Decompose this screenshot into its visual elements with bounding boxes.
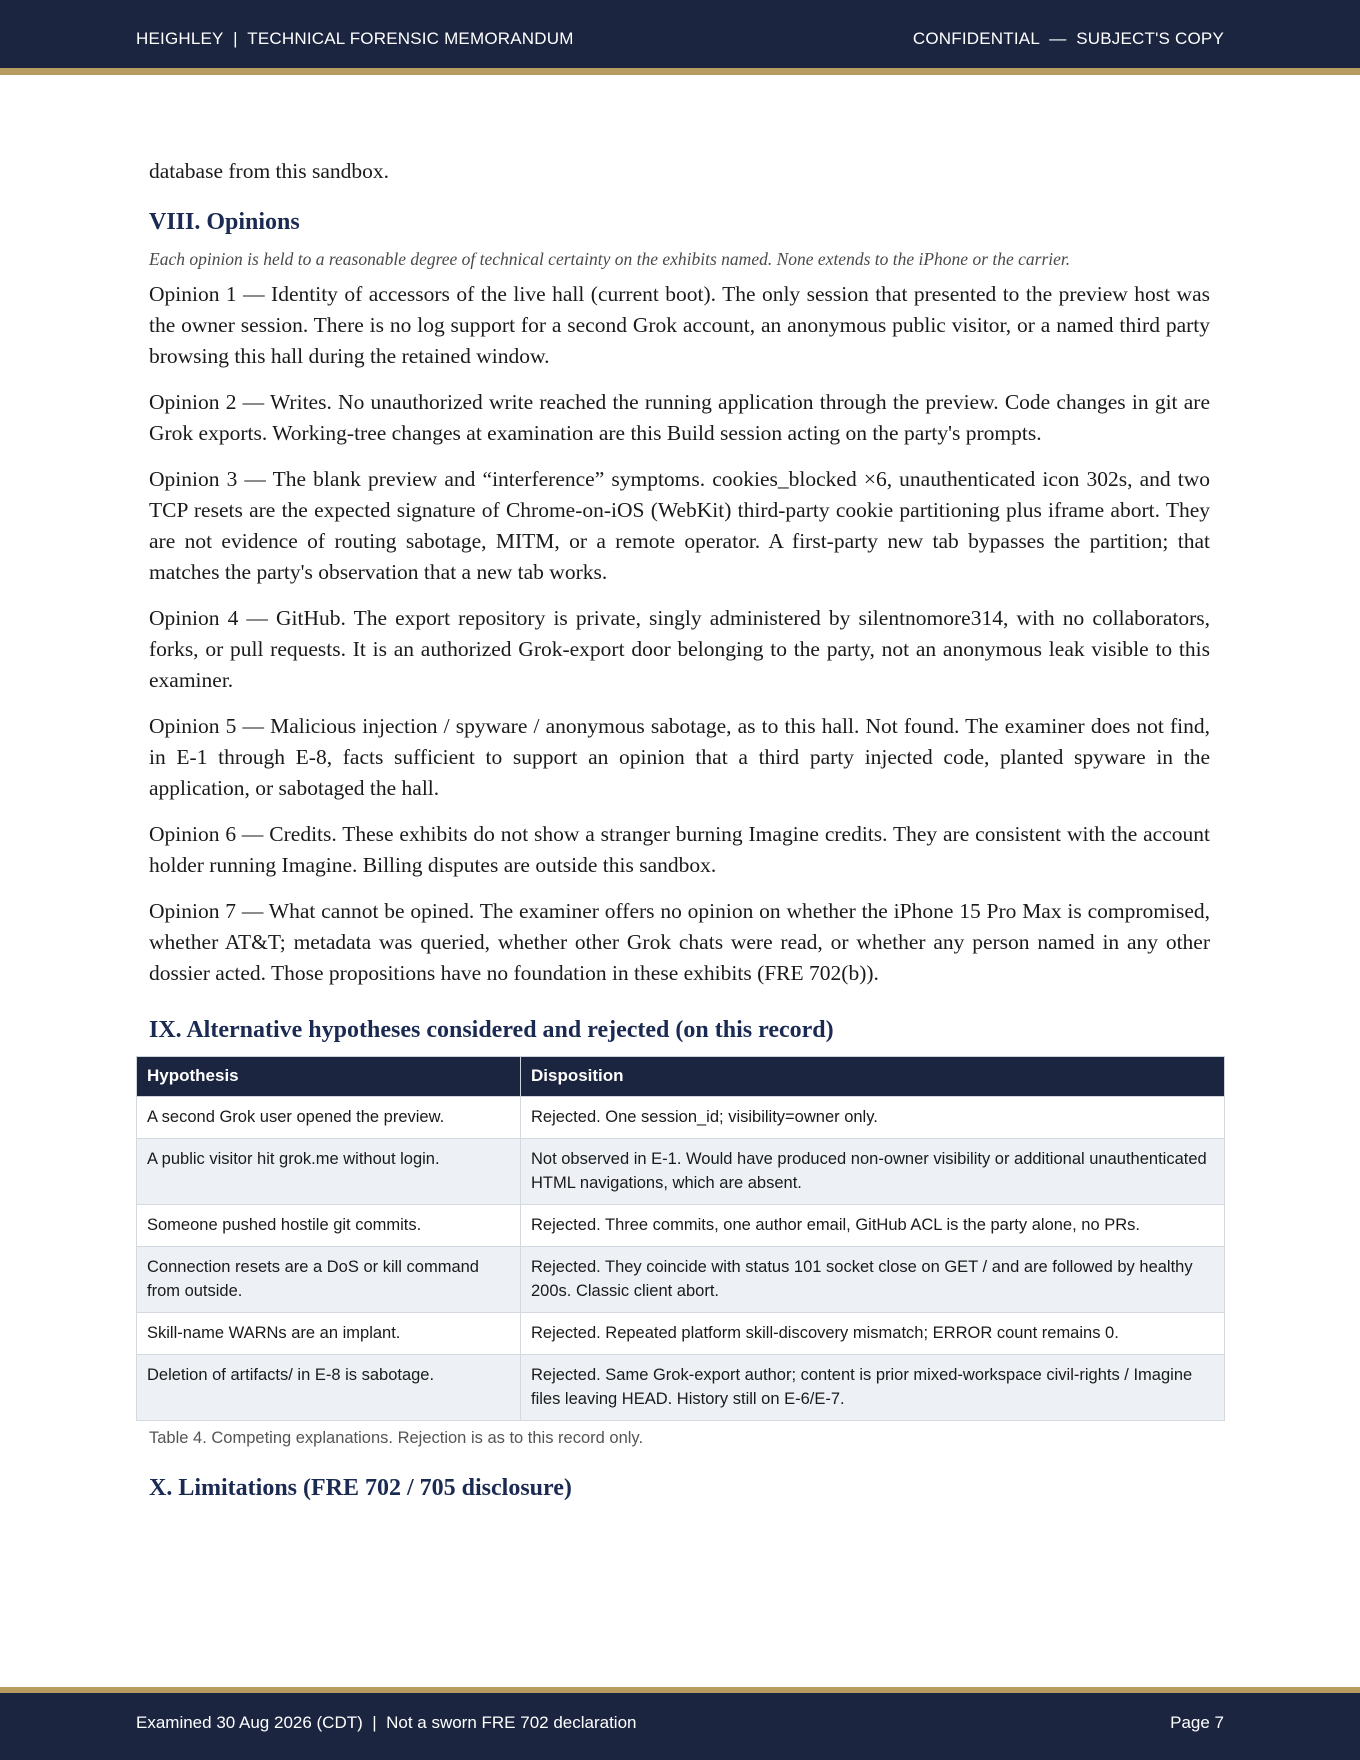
- hypothesis-cell: A second Grok user opened the preview.: [137, 1097, 521, 1139]
- hypothesis-cell: Deletion of artifacts/ in E-8 is sabotage.: [137, 1355, 521, 1421]
- section-8-intro: Each opinion is held to a reasonable degree of technical certainty on the exhibits named. None extends to the iPhone or the carrier.: [149, 249, 1071, 269]
- opinion-4: Opinion 4 — GitHub. The export repository is private, singly administered by silentnomore314, with no collaborators, forks, or pull requests. It is an authorized Grok-export door belonging to the party, not an anonymous leak visible to this examiner.: [149, 606, 1210, 692]
- continuation-text: database from this sandbox.: [149, 159, 390, 183]
- column-header-hypothesis: Hypothesis: [137, 1057, 521, 1097]
- disposition-cell: Rejected. Three commits, one author email, GitHub ACL is the party alone, no PRs.: [521, 1205, 1225, 1247]
- opinion-2: Opinion 2 — Writes. No unauthorized write reached the running application through the preview. Code changes in git are Grok exports. Working-tree changes at examination are this Build session acting on the party's prompts.: [149, 390, 1210, 445]
- memo-body: [149, 156, 1210, 1513]
- header-confidentiality: CONFIDENTIAL — SUBJECT'S COPY: [912, 29, 1224, 48]
- hypothesis-cell: A public visitor hit grok.me without login.: [137, 1139, 521, 1205]
- table-row: [137, 1205, 1225, 1247]
- table-header-row: [137, 1057, 1225, 1097]
- page-number: Page 7: [1170, 1713, 1224, 1732]
- column-header-disposition: Disposition: [521, 1057, 1225, 1097]
- section-9-heading: IX. Alternative hypotheses considered and rejected (on this record): [149, 1017, 834, 1043]
- section-8-heading: VIII. Opinions: [149, 209, 300, 235]
- hypothesis-cell: Skill-name WARNs are an implant.: [137, 1313, 521, 1355]
- table-row: [137, 1247, 1225, 1313]
- page-header: [0, 0, 1360, 75]
- opinion-7: Opinion 7 — What cannot be opined. The examiner offers no opinion on whether the iPhone 15 Pro Max is compromised, whether AT&T; metadata was queried, whether other Grok chats were read, or whether any person named in any other dossier acted. Those propositions have no foundation in these exhibits (FRE 702(b)).: [149, 899, 1210, 985]
- section-10-heading: X. Limitations (FRE 702 / 705 disclosure): [149, 1475, 572, 1501]
- header-title: HEIGHLEY | TECHNICAL FORENSIC MEMORANDUM: [136, 29, 574, 48]
- opinion-3: Opinion 3 — The blank preview and “interference” symptoms. cookies_blocked ×6, unauthenticated icon 302s, and two TCP resets are the expected signature of Chrome-on-iOS (WebKit) third-party cookie partitioning plus iframe abort. They are not evidence of routing sabotage, MITM, or a remote operator. A first-party new tab bypasses the partition; that matches the party's observation that a new tab works.: [149, 467, 1210, 584]
- opinion-1: Opinion 1 — Identity of accessors of the live hall (current boot). The only session that presented to the preview host was the owner session. There is no log support for a second Grok account, an anonymous public visitor, or a named third party browsing this hall during the retained window.: [149, 282, 1210, 368]
- disposition-cell: Not observed in E-1. Would have produced non-owner visibility or additional unauthenticated HTML navigations, which are absent.: [521, 1139, 1225, 1205]
- table-row: [137, 1355, 1225, 1421]
- hypothesis-cell: Connection resets are a DoS or kill command from outside.: [137, 1247, 521, 1313]
- disposition-cell: Rejected. They coincide with status 101 socket close on GET / and are followed by healthy 200s. Classic client abort.: [521, 1247, 1225, 1313]
- table-caption: Table 4. Competing explanations. Rejection is as to this record only.: [149, 1429, 644, 1447]
- table-row: [137, 1097, 1225, 1139]
- disposition-cell: Rejected. One session_id; visibility=owner only.: [521, 1097, 1225, 1139]
- disposition-cell: Rejected. Same Grok-export author; content is prior mixed-workspace civil-rights / Imagine files leaving HEAD. History still on E-6/E-7.: [521, 1355, 1225, 1421]
- table-row: [137, 1313, 1225, 1355]
- footer-exam-note: Examined 30 Aug 2026 (CDT) | Not a sworn FRE 702 declaration: [136, 1713, 637, 1732]
- opinion-6: Opinion 6 — Credits. These exhibits do not show a stranger burning Imagine credits. They are consistent with the account holder running Imagine. Billing disputes are outside this sandbox.: [149, 822, 1210, 877]
- table-row: [137, 1139, 1225, 1205]
- disposition-cell: Rejected. Repeated platform skill-discovery mismatch; ERROR count remains 0.: [521, 1313, 1225, 1355]
- page-footer: [0, 1687, 1360, 1760]
- hypothesis-cell: Someone pushed hostile git commits.: [137, 1205, 521, 1247]
- hypotheses-table: [136, 1056, 1225, 1421]
- opinion-5: Opinion 5 — Malicious injection / spyware / anonymous sabotage, as to this hall. Not found. The examiner does not find, in E-1 through E-8, facts sufficient to support an opinion that a third party injected code, planted spyware in the application, or sabotaged the hall.: [149, 714, 1210, 800]
